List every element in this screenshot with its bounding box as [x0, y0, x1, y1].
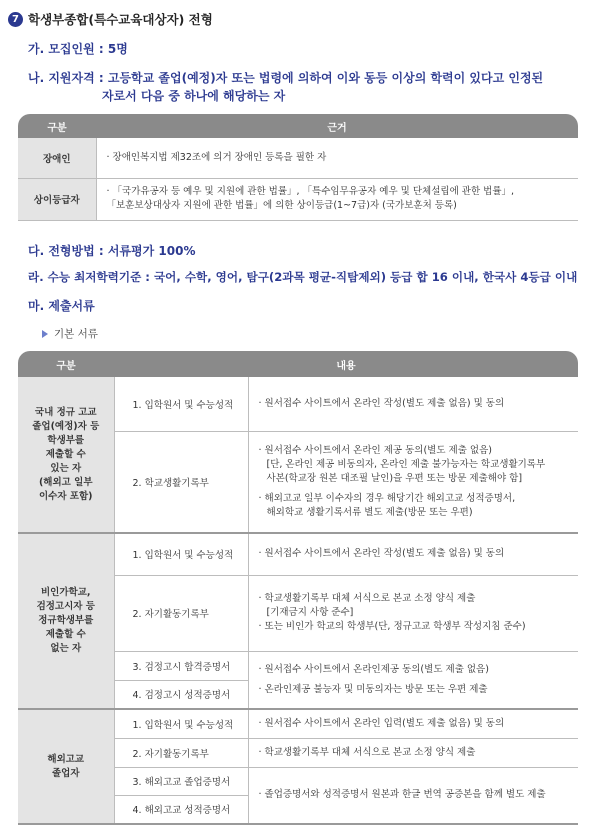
section-title-text: 학생부종합(특수교육대상자) 전형: [28, 12, 213, 27]
document-name: 1. 입학원서 및 수능성적: [114, 377, 248, 431]
document-name: 2. 학교생활기록부: [114, 431, 248, 533]
row-category: 장애인: [18, 138, 96, 178]
csat-minimum-line: 라. 수능 최저학력기준 : 국어, 수학, 영어, 탐구(2과목 평균-직탐제외) 등급 합 16 이내, 한국사 4등급 이내: [28, 270, 578, 284]
document-name: 4. 해외고교 성적증명서: [114, 795, 248, 824]
row-basis: · 「국가유공자 등 예우 및 지원에 관한 법률」, 「특수임무유공자 예우 및 단체설립에 관한 법률」, 「보훈보상대상자 지원에 관한 법률」에 의한 상이등급(1~7급)자 (국가보훈처 등록): [96, 178, 578, 220]
document-content: · 졸업증명서와 성적증명서 원본과 한글 번역 공증본을 함께 별도 제출: [248, 767, 578, 824]
triangle-bullet-icon: [42, 330, 48, 338]
table-row: [18, 138, 578, 178]
group-category: 비인가학교, 검정고시자 등 정규학생부를 제출할 수 없는 자: [18, 533, 114, 709]
table-header-row: [18, 114, 578, 138]
document-content: · 원서접수 사이트에서 온라인 입력(별도 제출 없음) 및 동의: [248, 709, 578, 738]
row-category: 상이등급자: [18, 178, 96, 220]
document-content: · 원서접수 사이트에서 온라인 작성(별도 제출 없음) 및 동의: [248, 377, 578, 431]
document-name: 3. 검정고시 합격증명서: [114, 651, 248, 680]
document-name: 3. 해외고교 졸업증명서: [114, 767, 248, 795]
group-category: 국내 정규 고교 졸업(예정)자 등 학생부를 제출할 수 있는 자 (해외고 일부 이수자 포함): [18, 377, 114, 533]
row-basis: · 장애인복지법 제32조에 의거 장애인 등록을 필한 자: [96, 138, 578, 178]
table-row: [18, 709, 578, 738]
document-name: 2. 자기활동기록부: [114, 738, 248, 767]
eligibility-line: 나. 지원자격 : 고등학교 졸업(예정)자 또는 법령에 의하여 이와 동등 이상의 학력이 있다고 인정된: [28, 71, 544, 85]
table-header-content: 내용: [114, 351, 578, 377]
document-name: 1. 입학원서 및 수능성적: [114, 709, 248, 738]
group-category: 해외고교 졸업자: [18, 709, 114, 824]
eligibility-table: [18, 114, 578, 221]
selection-method-line: 다. 전형방법 : 서류평가 100%: [28, 244, 196, 258]
document-content: · 원서접수 사이트에서 온라인 작성(별도 제출 없음) 및 동의: [248, 533, 578, 575]
document-content: · 학교생활기록부 대체 서식으로 본교 소정 양식 제출 [기재금지 사항 준수] · 또는 비인가 학교의 학생부(단, 정규고교 학생부 작성지침 준수): [248, 575, 578, 651]
table-row: [18, 533, 578, 575]
document-name: 4. 검정고시 성적증명서: [114, 680, 248, 709]
table-header-basis: 근거: [96, 114, 578, 138]
document-name: 1. 입학원서 및 수능성적: [114, 533, 248, 575]
table-header-category: 구분: [18, 114, 96, 138]
document-content: · 원서접수 사이트에서 온라인 제공 동의(별도 제출 없음) [단, 온라인 제공 비동의자, 온라인 제출 불가능자는 학교생활기록부 사본(학교장 원본 대조필 날인)을 우편 또는 방문 제출해야 함] · 해외고교 일부 이수자의 경우 해당기간 해외고교 성적증명서, 해외학교 생활기록서류 별도 제출(방문 또는 우편): [248, 431, 578, 533]
table-row: [18, 377, 578, 431]
documents-table: [18, 351, 578, 825]
table-header-category: 구분: [18, 351, 114, 377]
basic-docs-label: 기본 서류: [42, 326, 98, 341]
table-header-row: [18, 351, 578, 377]
recruit-count-line: 가. 모집인원 : 5명: [28, 42, 128, 56]
eligibility-line-2: 자로서 다음 중 하나에 해당하는 자: [102, 89, 286, 103]
section-title: [8, 10, 213, 28]
document-name: 2. 자기활동기록부: [114, 575, 248, 651]
document-content: · 학교생활기록부 대체 서식으로 본교 소정 양식 제출: [248, 738, 578, 767]
documents-heading: 마. 제출서류: [28, 299, 95, 313]
document-content: · 원서접수 사이트에서 온라인제공 동의(별도 제출 없음) · 온라인제공 불능자 및 미동의자는 방문 또는 우편 제출: [248, 651, 578, 709]
table-row: [18, 178, 578, 220]
section-number-badge: 7: [8, 12, 23, 27]
